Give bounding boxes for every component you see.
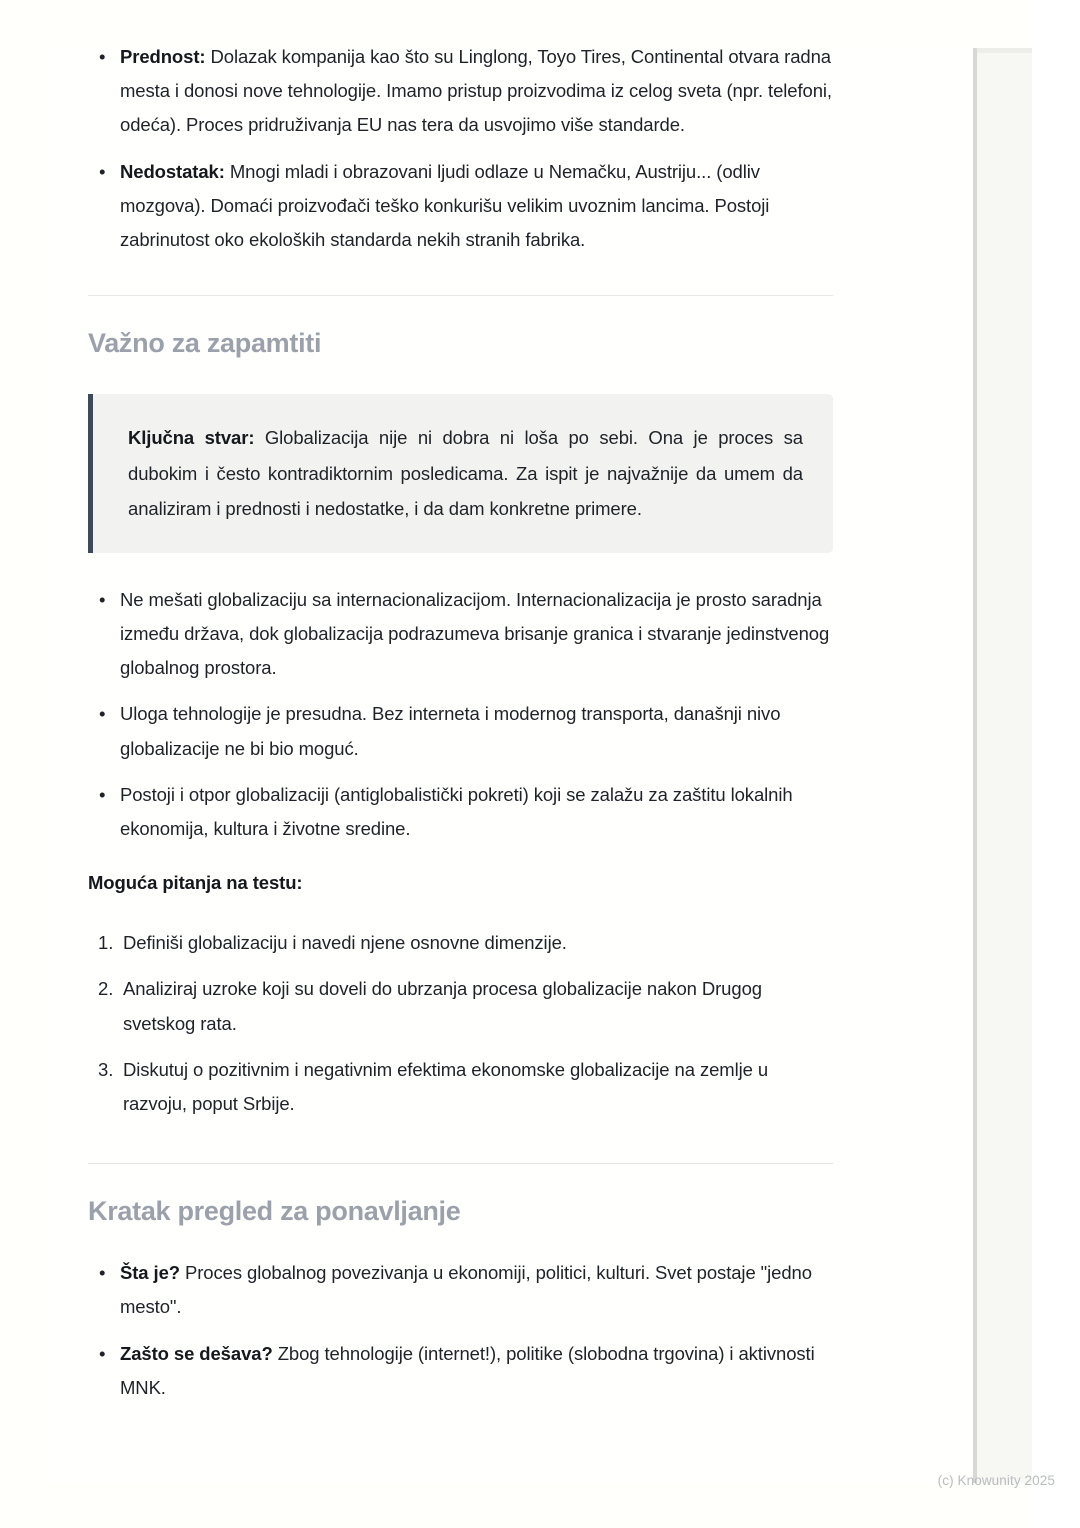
spacer — [88, 360, 833, 394]
page-edge-strip — [976, 48, 1032, 1483]
spacer — [88, 553, 833, 583]
spacer — [88, 1121, 833, 1163]
list-item — [88, 583, 833, 686]
bullet-lead-label: Nedostatak: — [120, 160, 225, 182]
list-item — [88, 155, 833, 258]
list-item — [88, 778, 833, 846]
copyright-watermark: (c) Knowunity 2025 — [937, 1473, 1055, 1488]
bullet-body-text: Uloga tehnologije je presudna. Bez interneta i modernog transporta, današnji nivo globalizacije ne bi bio moguć. — [120, 703, 781, 759]
bullet-body-text: Ne mešati globalizaciju sa internacionalizacijom. Internacionalizacija je prosto saradnja između država, dok globalizacija podrazumeva brisanje granica i stvaranje jedinstvenog globalnog prostora. — [120, 588, 830, 679]
bullet-lead-label: Šta je? — [120, 1262, 180, 1284]
spacer — [88, 1228, 833, 1256]
bullet-lead-label: Zašto se dešava? — [120, 1342, 273, 1364]
callout-lead-label: Ključna stvar: — [128, 427, 255, 449]
question-text: Diskutuj o pozitivnim i negativnim efektima ekonomske globalizacije na zemlje u razvoju, poput Srbije. — [123, 1058, 769, 1114]
key-takeaway-callout — [88, 394, 833, 553]
callout-body-text: Globalizacija nije ni dobra ni loša po sebi. Ona je proces sa dubokim i često kontradiktornim posledicama. Za ispit je najvažnije da umem da analiziram i prednosti i nedostatke, i da dam konkretne primere. — [128, 427, 803, 520]
list-item — [88, 697, 833, 765]
list-item — [88, 40, 833, 143]
section-heading-summary: Kratak pregled za ponavljanje — [88, 1196, 461, 1227]
page-edge-top-shadow — [976, 48, 1032, 53]
summary-bullet-list — [88, 1256, 833, 1405]
spacer — [88, 898, 833, 926]
list-item — [88, 1337, 833, 1405]
page-edge-divider-line — [973, 48, 977, 1483]
section-heading-remember: Važno za zapamtiti — [88, 328, 322, 359]
list-item — [88, 972, 833, 1040]
spacer — [88, 296, 833, 326]
bullet-body-text: Mnogi mladi i obrazovani ljudi odlaze u Nemačku, Austriju... (odliv mozgova). Domaći proizvođači teško konkurišu velikim uvoznim lancima. Postoji zabrinutost oko ekoloških standarda nekih stranih fabrika. — [120, 160, 770, 251]
bullet-body-text: Postoji i otpor globalizaciji (antiglobalistički pokreti) koji se zalažu za zaštitu lokalnih ekonomija, kultura i životne sredine. — [120, 783, 793, 839]
question-text: Definiši globalizaciju i navedi njene osnovne dimenzije. — [123, 932, 567, 954]
bullet-body-text: Zbog tehnologije (internet!), politike (slobodna trgovina) i aktivnosti MNK. — [120, 1342, 815, 1398]
list-item — [88, 1053, 833, 1121]
bullet-body-text: Proces globalnog povezivanja u ekonomiji, politici, kulturi. Svet postaje "jedno mesto". — [120, 1262, 812, 1318]
remember-bullet-list — [88, 583, 833, 846]
possible-questions-list — [88, 926, 833, 1121]
document-content — [88, 40, 833, 1405]
list-item — [88, 926, 833, 960]
callout-paragraph — [128, 420, 803, 527]
possible-questions-label: Moguća pitanja na testu: — [88, 872, 303, 894]
bullet-lead-label: Prednost: — [120, 46, 206, 67]
question-text: Analiziraj uzroke koji su doveli do ubrzanja procesa globalizacije nakon Drugog svetskog rata. — [123, 978, 762, 1034]
spacer — [88, 1164, 833, 1194]
spacer — [88, 257, 833, 295]
bullet-body-text: Dolazak kompanija kao što su Linglong, Toyo Tires, Continental otvara radna mesta i donosi nove tehnologije. Imamo pristup proizvodima iz celog sveta (npr. telefoni, odeća). Proces pridruživanja EU nas tera da usvojimo više standarde. — [120, 46, 832, 136]
list-item — [88, 1256, 833, 1324]
spacer — [88, 846, 833, 868]
intro-bullet-list — [88, 40, 833, 257]
